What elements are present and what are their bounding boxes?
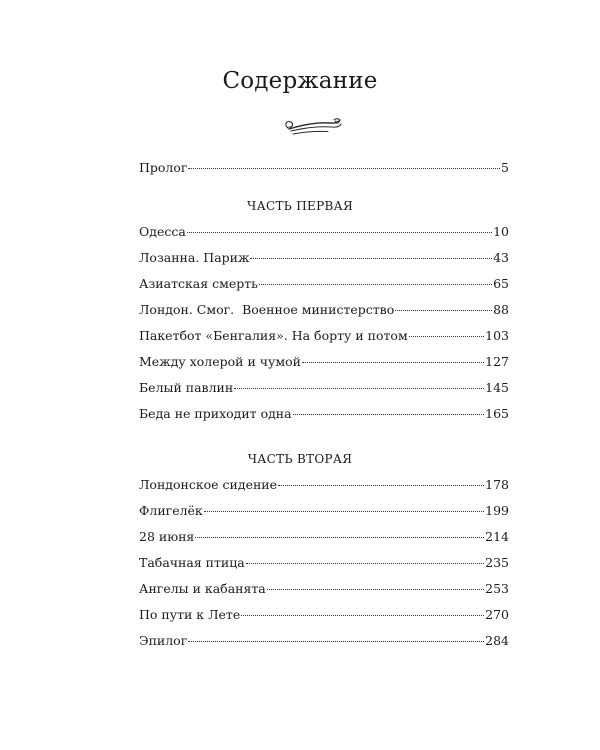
dot-leader [204, 511, 484, 512]
toc-entry-page: 165 [485, 406, 509, 421]
toc-entry-page: 284 [485, 633, 509, 648]
dot-leader [246, 563, 484, 564]
toc-entry[interactable] [139, 553, 509, 573]
toc-entry-page: 235 [485, 555, 509, 570]
part-one-heading: ЧАСТЬ ПЕРВАЯ [247, 199, 353, 213]
dot-leader [409, 336, 484, 337]
toc-entry-page: 253 [485, 581, 509, 596]
toc-entry[interactable] [139, 475, 509, 495]
part-two-heading: ЧАСТЬ ВТОРАЯ [247, 452, 353, 466]
toc-entry-prologue[interactable] [139, 158, 509, 178]
dot-leader [195, 537, 484, 538]
toc-entry-page: 178 [485, 477, 509, 492]
dot-leader [259, 284, 492, 285]
dot-leader [234, 388, 484, 389]
toc-entry[interactable] [139, 605, 509, 625]
toc-entry[interactable] [139, 579, 509, 599]
toc-entry-page: 10 [493, 224, 509, 239]
toc-entry-title: Пакетбот «Бенгалия». На борту и потом [139, 328, 408, 343]
toc-entry[interactable] [139, 248, 509, 268]
flourish-ornament-icon [282, 116, 344, 138]
dot-leader [187, 232, 492, 233]
dot-leader [293, 414, 485, 415]
toc-entry-title: Лондонское сидение [139, 477, 278, 492]
toc-entry[interactable] [139, 352, 509, 372]
toc-entry-page: 88 [493, 302, 509, 317]
toc-entry-title: Белый павлин [139, 380, 234, 395]
toc-entry-page: 145 [485, 380, 509, 395]
toc-entry[interactable] [139, 404, 509, 424]
dot-leader [278, 485, 484, 486]
toc-entry[interactable] [139, 326, 509, 346]
dot-leader [302, 362, 484, 363]
toc-entry[interactable] [139, 300, 509, 320]
dot-leader [267, 589, 484, 590]
dot-leader [188, 168, 500, 169]
toc-entry-title: Беда не приходит одна [139, 406, 292, 421]
toc-entry-title: Лондон. Смог. Военное министерство [139, 302, 395, 317]
toc-entry-page: 127 [485, 354, 509, 369]
toc-entry-title: Между холерой и чумой [139, 354, 301, 369]
toc-entry-page: 270 [485, 607, 509, 622]
toc-entry-page: 65 [493, 276, 509, 291]
toc-entry-title: 28 июня [139, 529, 195, 544]
page-title: Содержание [222, 68, 378, 94]
toc-entry-title: Табачная птица [139, 555, 245, 570]
toc-entry[interactable] [139, 631, 509, 651]
toc-entry-title: Пролог [139, 160, 188, 175]
toc-entry-title: Ангелы и кабанята [139, 581, 266, 596]
toc-entry-title: Одесса [139, 224, 186, 239]
toc-entry-page: 103 [485, 328, 509, 343]
toc-entry[interactable] [139, 501, 509, 521]
dot-leader [241, 615, 484, 616]
toc-entry[interactable] [139, 378, 509, 398]
toc-entry-title: Эпилог [139, 633, 188, 648]
toc-entry-page: 5 [501, 160, 509, 175]
toc-entry[interactable] [139, 274, 509, 294]
toc-entry-title: Флигелёк [139, 503, 203, 518]
dot-leader [395, 310, 492, 311]
toc-entry-page: 214 [485, 529, 509, 544]
toc-entry[interactable] [139, 222, 509, 242]
toc-entry-title: По пути к Лете [139, 607, 241, 622]
toc-entry-page: 199 [485, 503, 509, 518]
dot-leader [250, 258, 492, 259]
dot-leader [188, 641, 484, 642]
toc-entry-title: Лозанна. Париж [139, 250, 250, 265]
toc-entry-page: 43 [493, 250, 509, 265]
toc-entry[interactable] [139, 527, 509, 547]
toc-entry-title: Азиатская смерть [139, 276, 258, 291]
